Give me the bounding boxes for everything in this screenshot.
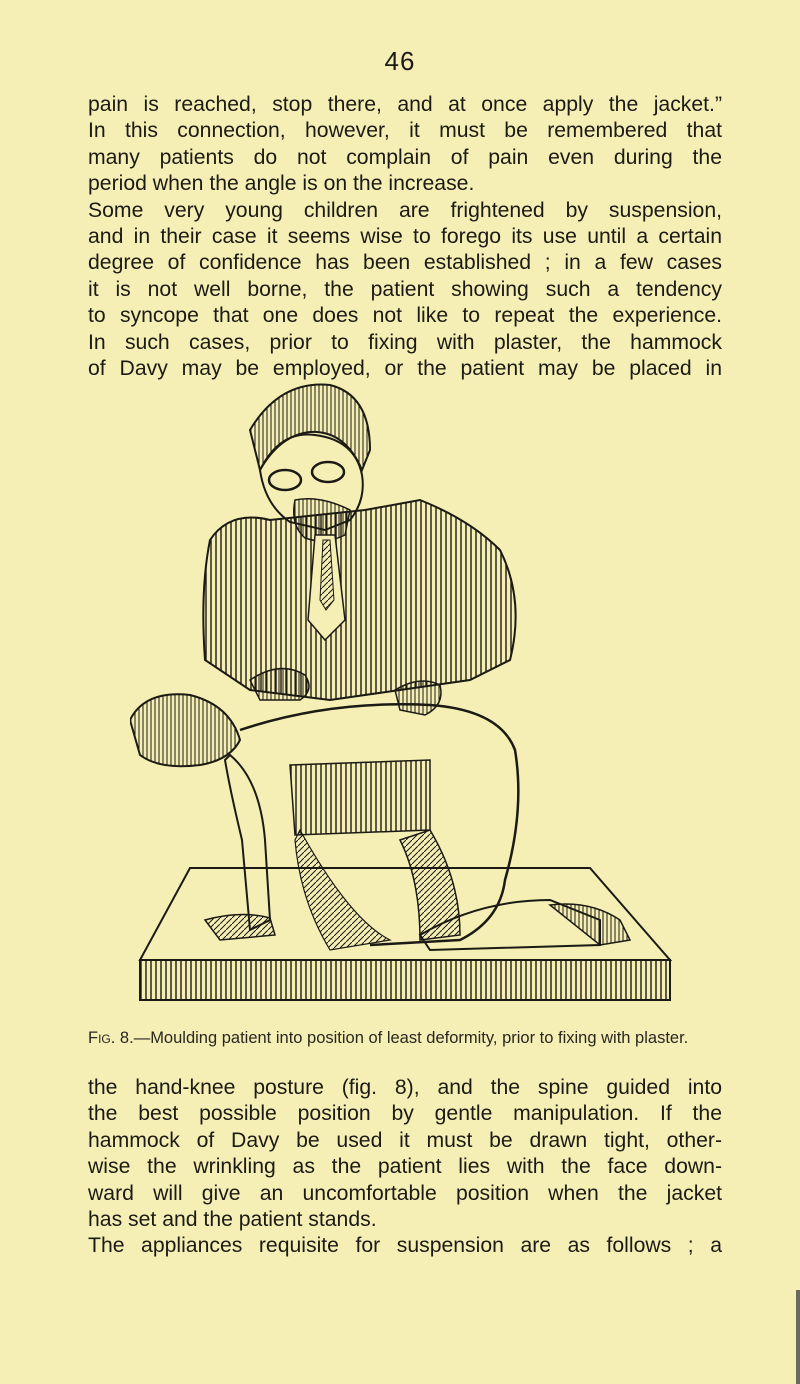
figure-illustration xyxy=(130,360,680,1030)
text-line: to syncope that one does not like to repeat the experience. xyxy=(88,304,722,328)
text-line: pain is reached, stop there, and at once apply the jacket.” xyxy=(88,93,722,116)
text-line: the hand-knee posture (fig. 8), and the spine guided into xyxy=(88,1076,722,1099)
patient-figure xyxy=(130,694,630,950)
doctor-figure xyxy=(203,385,515,715)
text-line: hammock of Davy be used it must be drawn tight, other- xyxy=(88,1128,722,1152)
text-line: of Davy may be employed, or the patient may be placed in xyxy=(88,357,722,381)
text-line: has set and the patient stands. xyxy=(88,1208,377,1232)
figure-caption-text: —Moulding patient into position of least deformity, prior to fixing with plaster. xyxy=(133,1029,689,1047)
text-line: the best possible position by gentle manipulation. If the xyxy=(88,1102,722,1126)
page-number: 46 xyxy=(384,46,416,76)
top-paragraph xyxy=(88,92,722,382)
page-edge-shadow xyxy=(796,1290,800,1384)
text-line: wise the wrinkling as the patient lies with the face down- xyxy=(88,1155,722,1179)
text-line: many patients do not complain of pain even during the xyxy=(88,145,722,169)
text-line: Some very young children are frightened by suspension, xyxy=(88,198,722,222)
text-line: In such cases, prior to fixing with plaster, the hammock xyxy=(88,330,722,354)
text-line: and in their case it seems wise to forego its use until a certain xyxy=(88,225,722,249)
text-line: it is not well borne, the patient showing such a tendency xyxy=(88,277,722,301)
figure-caption xyxy=(88,1028,722,1048)
figure-label: Fig. 8. xyxy=(88,1029,134,1047)
illustration-drawing xyxy=(130,360,680,1030)
text-line: In this connection, however, it must be remembered that xyxy=(88,119,722,143)
text-line: ward will give an uncomfortable position when the jacket xyxy=(88,1181,722,1205)
text-line: period when the angle is on the increase. xyxy=(88,172,475,196)
text-line: degree of confidence has been established ; in a few cases xyxy=(88,251,722,275)
text-line: The appliances requisite for suspension are as follows ; a xyxy=(88,1234,722,1258)
bottom-paragraph xyxy=(88,1075,722,1260)
